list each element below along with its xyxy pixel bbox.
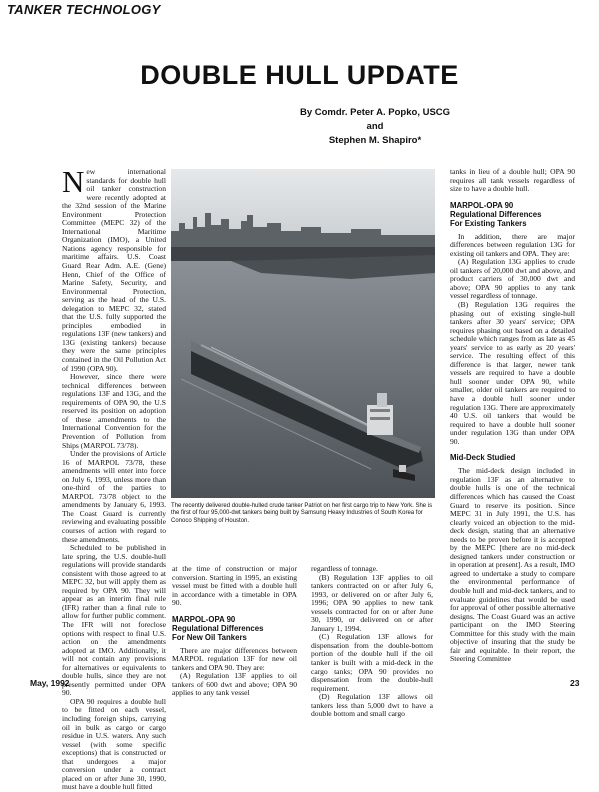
paragraph: The mid-deck design included in regulation 13F as an alternative to double hulls is one of the technical differences which has caused the Coast Guard to reserve its position. Since MEPC 31 in July 1991, the U.S. has clearly voiced an objection to the mid-deck design, stating that an alternative needs to be proven before it is accepted by the MEPC [there are no mid-deck designed tankers under construction or in operation at present]. As a result, IMO agreed to undertake a study to compare the environmental performance of double hull and mid-deck tankers, and to evaluate guidelines that would be used for approval of other possible alternative designs. The Coast Guard was an active participant on the IMO Steering Committee for this study with the main objective of insuring that the study be fair and equitable. In their report, the Steering Committee xyxy=(450,466,575,664)
paragraph: OPA 90 requires a double hull to be fitted on each vessel, including foreign ships, carrying oil in bulk as cargo or cargo residue in U.S. waters. Any such vessel (with some specific exceptions) that is constructed or that undergoes a major conversion under a contract placed on or after June 30, 1990, must have a double hull fitted xyxy=(62,696,166,792)
paragraph: In addition, there are major differences between regulation 13G for existing oil tankers and OPA. They are: xyxy=(450,231,575,258)
paragraph: Scheduled to be published in late spring, the U.S. double-hull regulations will provide standards consistent with those agreed to at MEPC 32, but will apply them as required by OPA 90. They will appear as an interim final rule (IFR) rather than a final rule to allow for further public comment. The IFR will not foreclose options with respect to final U.S. action on the amendments adopted at IMO. Additionally, it will not contain any provisions for alternatives or equivalents to double hulls, since they are not presently permitted under OPA 90. xyxy=(62,543,166,698)
paragraph: at the time of construction or major conversion. Starting in 1995, an existing vessel must be fitted with a double hull in accordance with a timetable in OPA 90. xyxy=(172,564,297,608)
article-column-3 xyxy=(311,564,433,719)
paragraph: (C) Regulation 13F allows for dispensation from the double-bottom portion of the double hull if the oil tanker is built with a mid-deck in the cargo tanks; OPA 90 provides no dispensation from the double-hull requirement. xyxy=(311,632,433,693)
page-number: 23 xyxy=(570,678,580,688)
subhead-line: For New Oil Tankers xyxy=(172,632,247,642)
paragraph: There are major differences between MARPOL regulation 13F for new oil tankers and OPA 90. They are: xyxy=(172,645,297,672)
subhead-line: Regulational Differences xyxy=(450,209,542,219)
paragraph: (D) Regulation 13F allows oil tankers less than 5,000 dwt to have a double bottom and small cargo xyxy=(311,692,433,719)
article-column-4 xyxy=(450,168,575,680)
subhead-mid-deck: Mid-Deck Studied xyxy=(450,453,516,463)
paragraph: tanks in lieu of a double hull; OPA 90 requires all tank vessels regardless of size to have a double hull. xyxy=(450,167,575,194)
lead-paragraph-text: ew international standards for double hull oil tanker construction were recently adopted at the 32nd session of the Marine Environment Protection Committee (MEPC 32) of the International Maritime Organization (IMO), a United Nations agency responsible for maritime affairs. U.S. Coast Guard Rear Adm. A.E. (Gene) Henn, Chief of the Office of Marine Safety, Security, and Environmental Protection, serving as the head of the U.S. delegation to MEPC 32, stated that the U.S. fully supported the principles embodied in regulations 13F (new tankers) and 13G (existing tankers) because they were the same principles contained in the Oil Pollution Act of 1990 (OPA 90). xyxy=(62,167,166,373)
paragraph: (B) Regulation 13F applies to oil tankers contracted on or after July 6, 1993, or delivered on or after July 6, 1996; OPA 90 applies to new tank vessels contracted for on or after June 30, 1990, or delivered on or after January 1, 1994. xyxy=(311,572,433,633)
subhead-line: For Existing Tankers xyxy=(450,218,527,228)
byline xyxy=(210,106,540,148)
paragraph: Under the provisions of Article 16 of MARPOL 73/78, these amendments will enter into force on July 6, 1993, unless more than one-third of the parties to MARPOL 73/78 object to the amendments by January 6, 1993. The Coast Guard is currently reviewing and evaluating possible courses of action with regard to these amendments. xyxy=(62,449,166,544)
tanker-photo xyxy=(171,169,435,498)
byline-authors-1: By Comdr. Peter A. Popko, USCG xyxy=(299,107,451,118)
paragraph: (A) Regulation 13F applies to oil tankers of 600 dwt and above; OPA 90 applies to any tank vessel xyxy=(172,671,297,698)
paragraph: regardless of tonnage. xyxy=(311,564,378,573)
subhead-line: MARPOL-OPA 90 xyxy=(450,200,514,210)
paragraph: However, since there were technical differences between regulations 13F and 13G, and the requirements of OPA 90, the U.S reserved its position on adoption of these amendments to the International Convention for the Prevention of Pollution from Ships (MARPOL 73/78). xyxy=(62,372,166,450)
byline-authors-2: Stephen M. Shapiro* xyxy=(328,135,422,146)
paragraph: (A) Regulation 13G applies to crude oil tankers of 20,000 dwt and above, and product carriers of 30,000 dwt and above; OPA 90 applies to any tank vessel regardless of tonnage. xyxy=(450,257,575,301)
lead-paragraph xyxy=(62,164,166,373)
article-column-2 xyxy=(172,564,297,698)
byline-and: and xyxy=(366,121,384,132)
subhead-line: Regulational Differences xyxy=(172,623,264,633)
subhead-new-tankers xyxy=(172,615,297,642)
section-header: TANKER TECHNOLOGY xyxy=(7,2,161,17)
article-title: DOUBLE HULL UPDATE xyxy=(140,60,459,90)
subhead-existing-tankers xyxy=(450,201,575,228)
paragraph: (B) Regulation 13G requires the phasing out of existing single-hull tankers after 30 years' service; OPA requires phasing out based on a detailed schedule which ranges from as late as 45 years' service to as early as 20 years' service. The resulting effect of this difference is that larger, newer tank vessels are required to have a double hull sooner under OPA 90, while smaller, older oil tankers are required to have a double hull sooner under regulation 13G. There are approximately 40 U.S. oil tankers that would be required to have a double hull sooner under regulation 13G than under OPA 90. xyxy=(450,300,575,446)
drop-cap: N xyxy=(62,164,85,199)
photo-caption: The recently delivered double-hulled crude tanker Patriot on her first cargo trip to New York. She is the first of four 95,000-dwt tankers being built by Samsung Heavy Industries of South Korea for Conoco Shipping of Houston. xyxy=(171,503,433,524)
tanker-photo-illustration xyxy=(171,169,435,498)
footer-date: May, 1992 xyxy=(30,678,70,688)
article-column-1 xyxy=(62,164,166,792)
subhead-line: MARPOL-OPA 90 xyxy=(172,614,236,624)
